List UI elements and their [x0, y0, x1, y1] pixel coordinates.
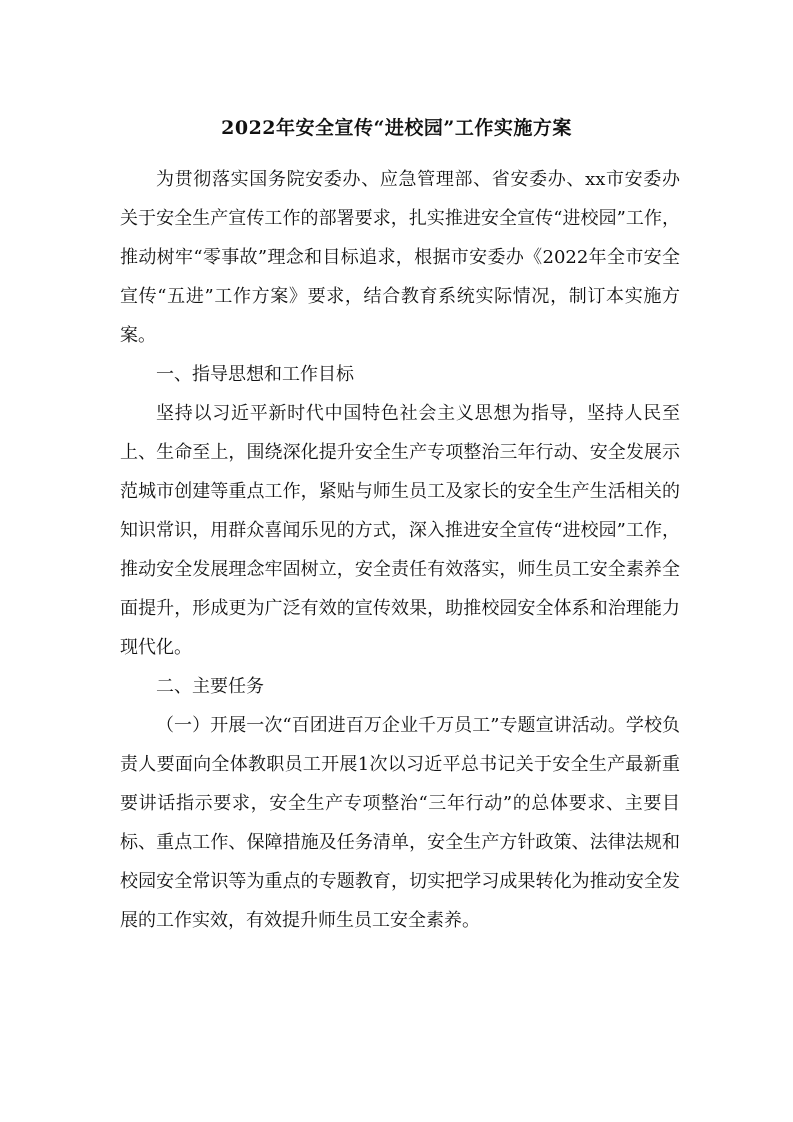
document-body: [120, 160, 680, 940]
section-heading-main-tasks: 二、主要任务: [156, 676, 264, 697]
document-title: 2022年安全宣传“进校园”工作实施方案: [221, 117, 572, 139]
intro-paragraph: 为贯彻落实国务院安委办、应急管理部、省安委办、xx市安委办关于安全生产宣传工作的部署要求，扎实推进安全宣传“进校园”工作，推动树牢“零事故”理念和目标追求，根据市安委办《2022年全市安全宣传“五进”工作方案》要求，结合教育系统实际情况，制订本实施方案。: [120, 169, 680, 346]
section-heading-guiding-ideology: 一、指导思想和工作目标: [156, 364, 354, 385]
main-tasks-paragraph-1: （一）开展一次“百团进百万企业千万员工”专题宣讲活动。学校负责人要面向全体教职员工开展1次以习近平总书记关于安全生产最新重要讲话指示要求，安全生产专项整治“三年行动”的总体要求、主要目标、重点工作、保障措施及任务清单，安全生产方针政策、法律法规和校园安全常识等为重点的专题教育，切实把学习成果转化为推动安全发展的工作实效，有效提升师生员工安全素养。: [120, 715, 680, 931]
guiding-ideology-paragraph: 坚持以习近平新时代中国特色社会主义思想为指导，坚持人民至上、生命至上，围绕深化提升安全生产专项整治三年行动、安全发展示范城市创建等重点工作，紧贴与师生员工及家长的安全生产生活相关的知识常识，用群众喜闻乐见的方式，深入推进安全宣传“进校园”工作，推动安全发展理念牢固树立，安全责任有效落实，师生员工安全素养全面提升，形成更为广泛有效的宣传效果，助推校园安全体系和治理能力现代化。: [120, 403, 680, 658]
